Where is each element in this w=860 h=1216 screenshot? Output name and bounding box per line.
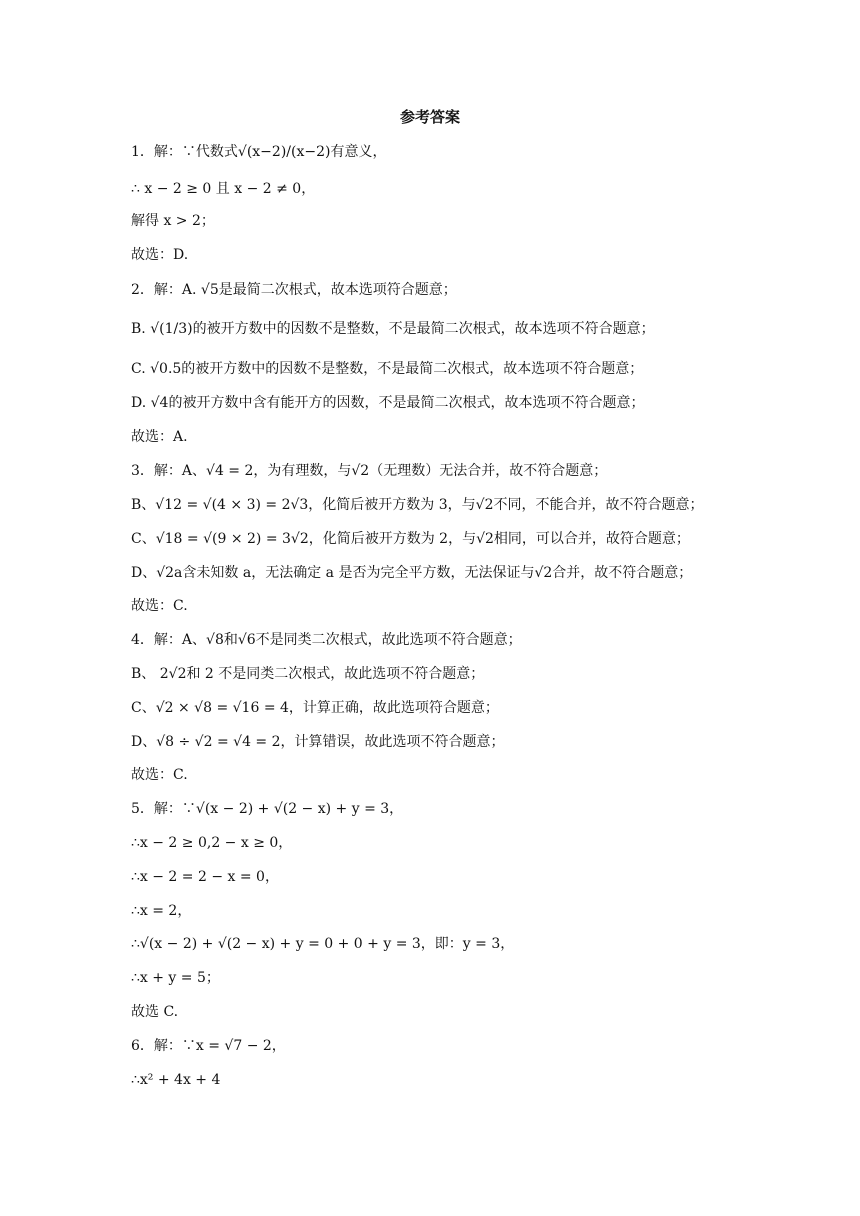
text-line: 故选：D. (131, 247, 189, 263)
text-line: 4．解：A、√8和√6不是同类二次根式，故此选项不符合题意； (131, 632, 522, 648)
text-line: 故选：A. (131, 429, 188, 445)
text-line: ∴x = 2， (131, 903, 192, 919)
text-line: 2．解：A. √5是最简二次根式，故本选项符合题意； (131, 282, 457, 298)
text-line: 5．解：∵√(x − 2) + √(2 − x) + y = 3， (131, 801, 404, 817)
text-line: ∴x − 2 ≥ 0,2 − x ≥ 0， (131, 835, 293, 851)
text-line: ∴√(x − 2) + √(2 − x) + y = 0 + 0 + y = 3，即：y = 3， (131, 936, 515, 952)
page-title: 参考答案 (399, 108, 460, 126)
text-line: 解得 x > 2； (131, 213, 215, 229)
text-line: 3．解：A、√4 = 2，为有理数，与√2（无理数）无法合并，故不符合题意； (131, 463, 608, 479)
text-line: B、√12 = √(4 × 3) = 2√3，化简后被开方数为 3，与√2不同，不能合并，故不符合题意； (131, 497, 704, 513)
text-line: B. √(1/3)的被开方数中的因数不是整数，不是最简二次根式，故本选项不符合题意； (131, 321, 655, 337)
text-line: 故选：C. (131, 767, 188, 783)
text-line: C. √0.5的被开方数中的因数不是整数，不是最简二次根式，故本选项不符合题意； (131, 361, 644, 377)
text-line: D、√2a含未知数 a，无法确定 a 是否为完全平方数，无法保证与√2合并，故不符合题意； (131, 565, 693, 581)
text-line: 6．解：∵x = √7 − 2， (131, 1038, 286, 1054)
text-line: 故选：C. (131, 598, 188, 614)
text-line: C、√2 × √8 = √16 = 4，计算正确，故此选项符合题意； (131, 700, 499, 716)
text-line: D、√8 ÷ √2 = √4 = 2，计算错误，故此选项不符合题意； (131, 734, 505, 750)
text-line: ∴x − 2 = 2 − x = 0， (131, 869, 279, 885)
text-line: ∴ x − 2 ≥ 0 且 x − 2 ≠ 0， (131, 181, 316, 197)
text-line: B、 2√2和 2 不是同类二次根式，故此选项不符合题意； (131, 666, 485, 682)
text-line: ∴x + y = 5； (131, 970, 220, 986)
text-line: 故选 C. (131, 1004, 179, 1020)
text-line: C、√18 = √(9 × 2) = 3√2，化简后被开方数为 2，与√2相同，可以合并，故符合题意； (131, 531, 690, 547)
text-line: D. √4的被开方数中含有能开方的因数，不是最简二次根式，故本选项不符合题意； (131, 395, 645, 411)
text-line: 1．解：∵代数式√(x−2)/(x−2)有意义， (131, 144, 387, 160)
text-line: ∴x² + 4x + 4 (131, 1072, 221, 1088)
